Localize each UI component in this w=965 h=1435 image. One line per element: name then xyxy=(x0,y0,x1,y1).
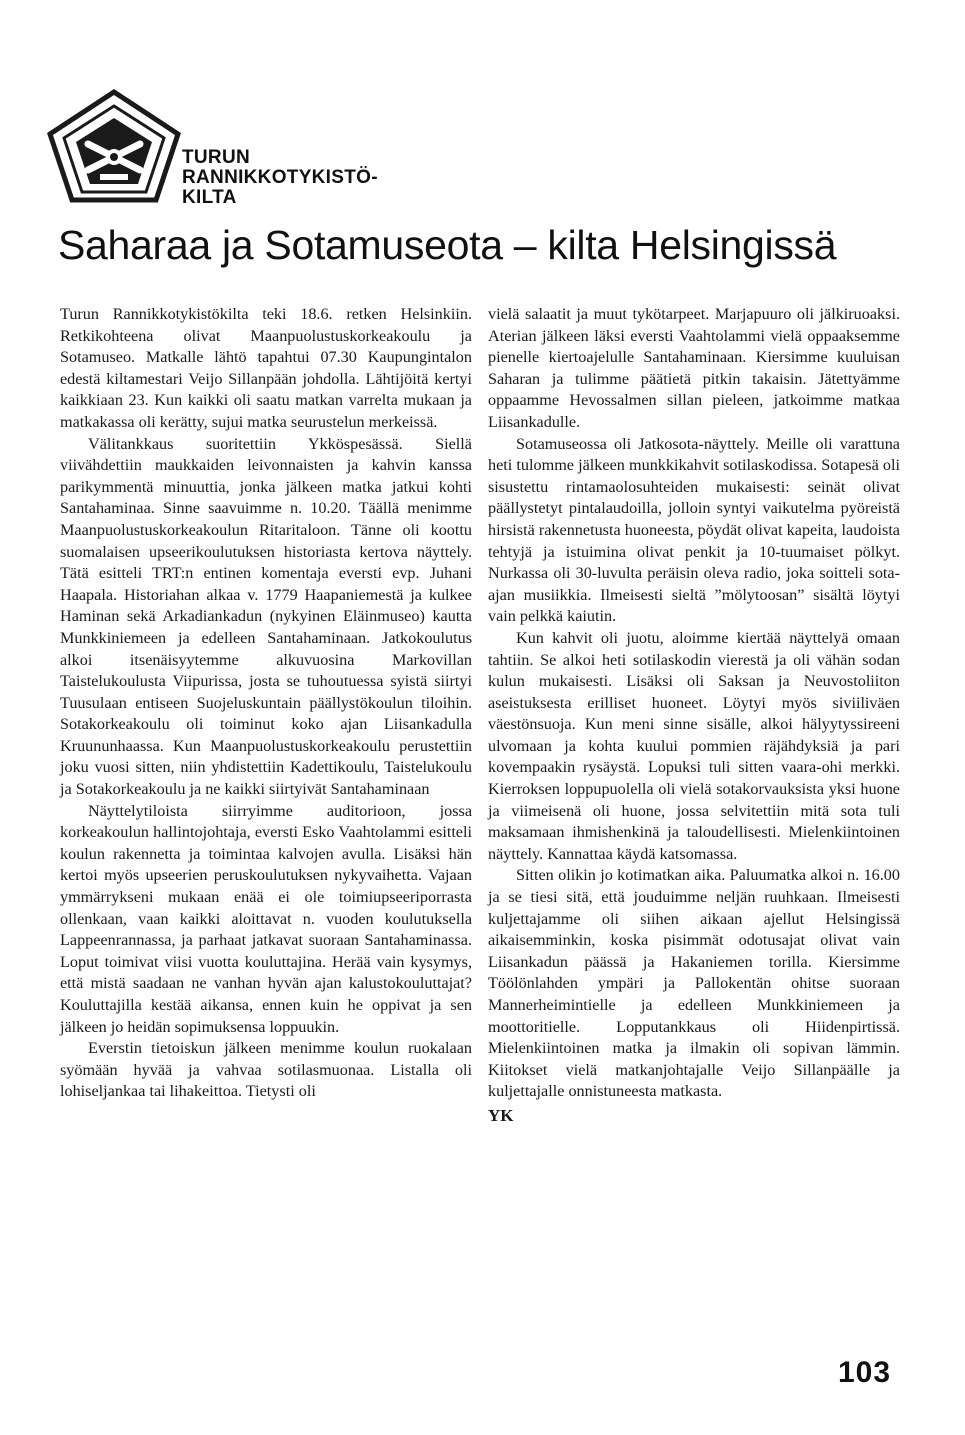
paragraph: Välitankkaus suoritettiin Ykköspesässä. Siellä viivähdettiin maukkaiden leivonnaisten ja kahvin kanssa parikymmentä minuuttia, jonka jälkeen matka jatkui kohti Santahaminaa. Sinne saavuimme n. 10.20. Täällä menimme Maanpuolustuskorkeakoulun Ritaritaloon. Tänne oli koottu suomalaisen upseerikoulutuksen historiasta kertova näyttely. Tätä esitteli TRT:n entinen komentaja eversti evp. Juhani Haapala. Historiahan alkaa v. 1779 Haapaniemestä ja kulkee Haminan sekä Arkadiankadun (nykyinen Eläinmuseo) kautta Munkkiniemeen ja edelleen Santahaminaan. Jatkokoulutus alkoi itsenäisyytemme alkuvuosina Markovillan Taistelukoulusta Viipurissa, josta se tuhoutuessa syistä siirtyi Tuusulaan entiseen Suojeluskuntain päällystökoulun tiloihin. Sotakorkeakoulu oli toiminut koko ajan Liisankadulla Kruununhaassa. Kun Maanpuolustuskorkeakoulu perustettiin joku vuosi sitten, niin yhdistettiin Kadettikoulu, Taistelukoulu ja Sotakorkeakoulu ja ne kaikki siirtyivät Santahaminaan xyxy=(60,434,472,799)
guild-emblem-logo xyxy=(44,88,184,208)
page-number: 103 xyxy=(838,1356,892,1389)
left-column xyxy=(60,304,472,1103)
paragraph: vielä salaatit ja muut tykötarpeet. Marjapuuro oli jälkiruoaksi. Aterian jälkeen läksi eversti Vaahtolammi vielä oppaaksemme pienelle kiertoajelulle Santahaminaan. Kiersimme kuuluisan Saharan ja tulimme päätietä pitkin takaisin. Jätettyämme oppaamme Hevossalmen sillan pieleen, jatkoimme matkaa Liisankadulle. xyxy=(488,305,900,431)
article-title: Saharaa ja Sotamuseota – kilta Helsingissä xyxy=(58,222,837,268)
guild-name xyxy=(182,148,378,208)
paragraph: Kun kahvit oli juotu, aloimme kiertää näyttelyä omaan tahtiin. Se alkoi heti sotilaskodin vierestä ja oli vähän sodan kulun mukaisesti. Lisäksi oli Saksan ja Neuvostoliiton aseistuksesta erilliset huoneet. Löytyi myös siviiliväen väestönsuoja. Kun meni sinne sisälle, alkoi hälyytyssireeni ulvomaan ja kohta kuului pommien räjähdyksiä ja pari kovempaakin rysäystä. Lopuksi tuli sitten vaara-ohi merkki. Kierroksen loppupuolella oli vielä sotakorvauksista yksi huone ja viimeisenä oli huone, jossa selvitettiin mitä sota tuli maksamaan ihmishenkinä ja taloudellisesti. Mielenkiintoinen näyttely. Kannattaa käydä katsomassa. xyxy=(488,628,900,863)
paragraph: Näyttelytiloista siirryimme auditorioon, jossa korkeakoulun hallintojohtaja, eversti Esko Vaahtolammi esitteli koulun rakennetta ja toimintaa kalvojen avulla. Lisäksi hän kertoi myös upseerien peruskoulutuksen nykyvaihetta. Vajaan ymmärrykseni mukaan enää ei ole toimiupseeriporrasta ollenkaan, vaan kaikki aloittavat n. vuoden koulutuksella Lappeenrannassa, ja parhaat jatkavat suoraan Santahaminassa. Loput toimivat viisi vuotta kouluttajina. Herää vain kysymys, että mistä saadaan ne vanhan hyvän ajan kalustokouluttajat? Kouluttajilla kestää aikansa, ennen kuin he oppivat ja sen jälkeen jo heidän sopimuksensa loppuukin. xyxy=(60,801,472,1036)
paragraph: Sotamuseossa oli Jatkosota-näyttely. Meille oli varattuna heti tulomme jälkeen munkkikahvit sotilaskodissa. Sotapesä oli sisustettu rintamaolosuhteiden mukaisesti: seinät olivat päällystetyt pintalaudoilla, jolloin syntyi vaikutelma pyöreistä hirsistä rakennetusta huoneesta, pöydät olivat kapeita, laudoista tehtyjä ja istuimina olivat penkit ja 10-tuumaiset pölkyt. Nurkassa oli 30-luvulta peräisin oleva radio, joka soitteli sota-ajan musiikkia. Ilmeisesti sieltä ”mölytoosan” sisältä löytyi vain pelkkä kaiutin. xyxy=(488,434,900,626)
paragraph: Everstin tietoiskun jälkeen menimme koulun ruokalaan syömään hyvää ja vahvaa sotilasmuonaa. Listalla oli lohiseljankaa tai lihakeittoa. Tietysti oli xyxy=(60,1039,472,1101)
guild-name-line-3: KILTA xyxy=(182,187,237,208)
author-signature: YK xyxy=(488,1105,514,1125)
paragraph: Sitten olikin jo kotimatkan aika. Paluumatka alkoi n. 16.00 ja se tiesi sitä, että jouduimme neljän ruuhkaan. Ilmeisesti kuljettajamme oli siihen aikaan ajellut Helsingissä aikaisemminkin, koska pisimmät odotusajat olivat vain Liisankadun päässä ja Hakaniemen torilla. Kiersimme Töölönlahden ympäri ja Pallokentän ohitse suoraan Mannerheimintielle ja edelleen Munkkiniemeen ja moottoritielle. Lopputankkaus oli Hiidenpirtissä. Mielenkiintoinen matka ja ilmakin oli sopivan lämmin. Kiitokset vielä matkanjohtajalle Veijo Sillanpäälle ja kuljettajalle onnistuneesta matkasta. xyxy=(488,866,900,1101)
right-column xyxy=(488,304,900,1127)
guild-name-line-1: TURUN xyxy=(182,147,250,168)
paragraph: Turun Rannikkotykistökilta teki 18.6. retken Helsinkiin. Retkikohteena olivat Maanpuolustuskorkeakoulu ja Sotamuseo. Matkalle lähtö tapahtui 07.30 Kaupungintalon edestä kiltamestari Veijo Sillanpään johdolla. Lähtijöitä kertyi kaikkiaan 23. Kun kaikki oli saatu matkan varrelta mukaan ja matkakassa oli kerätty, sujui matka seurustelun merkeissä. xyxy=(60,305,472,431)
guild-name-line-2: RANNIKKOTYKISTÖ- xyxy=(182,167,378,188)
